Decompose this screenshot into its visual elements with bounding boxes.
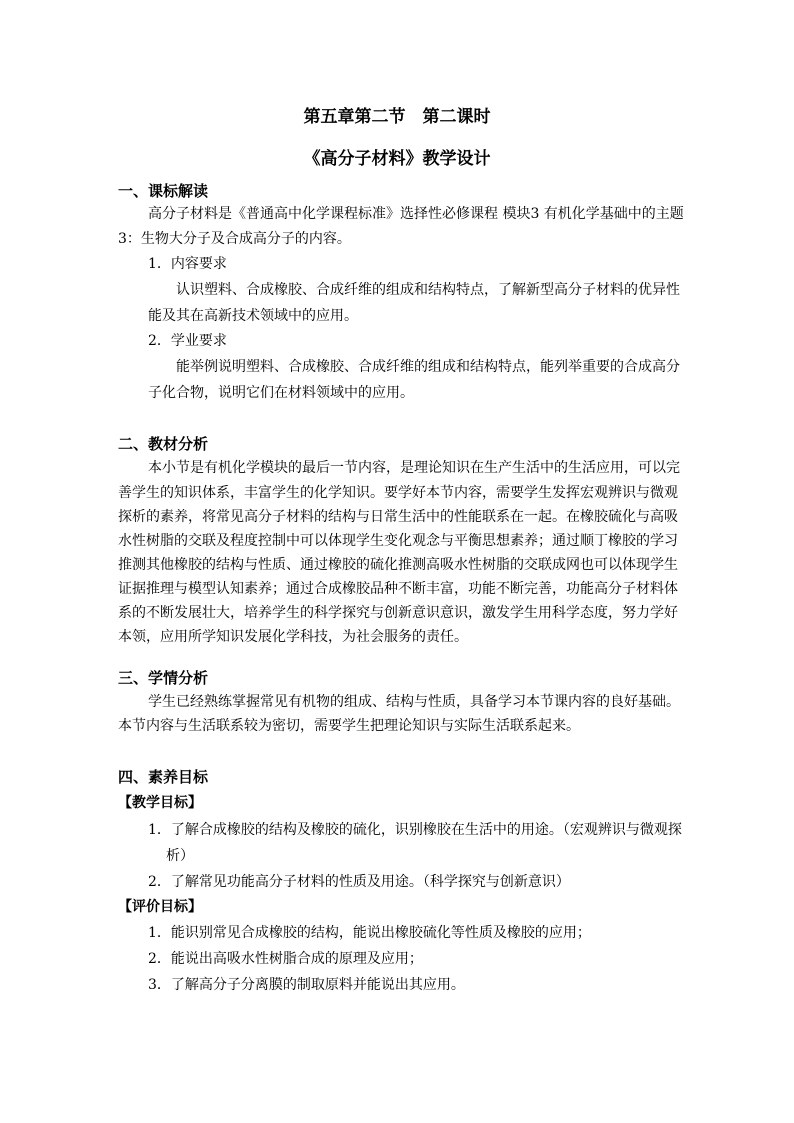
paragraph-line: 系的不断发展壮大，培养学生的科学探究与创新意识意识，激发学生用科学态度，努力学好 (118, 605, 678, 621)
paragraph-line: 水性树脂的交联及程度控制中可以体现学生变化观念与平衡思想素养；通过顺丁橡胶的学习 (118, 533, 678, 549)
subsection-label-content-requirement: 1．内容要求 (148, 256, 227, 272)
list-item: 1．了解合成橡胶的结构及橡胶的硫化，识别橡胶在生活中的用途。（宏观辨识与微观探 (148, 822, 682, 838)
paragraph-line: 高分子材料是《普通高中化学课程标准》选择性必修课程 模块3 有机化学基础中的主题 (148, 206, 684, 222)
paragraph-line: 学生已经熟练掌握常见有机物的组成、结构与性质，具备学习本节课内容的良好基础。 (148, 694, 680, 710)
paragraph-line: 推测其他橡胶的结构与性质、通过橡胶的硫化推测高吸水性树脂的交联成网也可以体现学生 (118, 557, 678, 573)
list-item-continuation: 析） (166, 848, 194, 864)
label-teaching-goals: 【教学目标】 (118, 795, 202, 811)
paragraph-line: 能举例说明塑料、合成橡胶、合成纤维的组成和结构特点，能列举重要的合成高分 (176, 359, 680, 375)
section-heading-literacy-goals: 四、素养目标 (118, 768, 209, 786)
section-heading-student-analysis: 三、学情分析 (118, 669, 209, 687)
paragraph-line: 本节内容与生活联系较为密切，需要学生把理论知识与实际生活联系起来。 (118, 718, 580, 734)
paragraph-line: 探析的素养，将常见高分子材料的结构与日常生活中的性能联系在一起。在橡胶硫化与高吸 (118, 509, 678, 525)
paragraph-line: 本小节是有机化学模块的最后一节内容，是理论知识在生产生活中的生活应用，可以完 (148, 460, 680, 476)
paragraph-line: 本领，应用所学知识发展化学科技，为社会服务的责任。 (118, 629, 468, 645)
paragraph-line: 3：生物大分子及合成高分子的内容。 (118, 231, 351, 247)
section-heading-curriculum: 一、课标解读 (118, 182, 209, 200)
list-item: 2．能说出高吸水性树脂合成的原理及应用； (148, 951, 423, 967)
paragraph-line: 能及其在高新技术领域中的应用。 (148, 308, 358, 324)
paragraph-line: 证据推理与模型认知素养；通过合成橡胶品种不断丰富，功能不断完善，功能高分子材料体 (118, 581, 678, 597)
paragraph-line: 子化合物，说明它们在材料领域中的应用。 (148, 385, 414, 401)
section-heading-textbook-analysis: 二、教材分析 (118, 435, 209, 453)
list-item: 2．了解常见功能高分子材料的性质及用途。（科学探究与创新意识） (148, 874, 570, 890)
subsection-label-academic-requirement: 2．学业要求 (148, 333, 227, 349)
document-title-chapter: 第五章第二节 第二课时 (303, 107, 491, 127)
document-title-lesson: 《高分子材料》教学设计 (303, 149, 491, 169)
paragraph-line: 善学生的知识体系，丰富学生的化学知识。要学好本节内容，需要学生发挥宏观辨识与微观 (118, 485, 678, 501)
label-evaluation-goals: 【评价目标】 (118, 899, 202, 915)
list-item: 1．能识别常见合成橡胶的结构，能说出橡胶硫化等性质及橡胶的应用； (148, 925, 591, 941)
paragraph-line: 认识塑料、合成橡胶、合成纤维的组成和结构特点，了解新型高分子材料的优异性 (176, 282, 680, 298)
list-item: 3．了解高分子分离膜的制取原料并能说出其应用。 (148, 977, 465, 993)
